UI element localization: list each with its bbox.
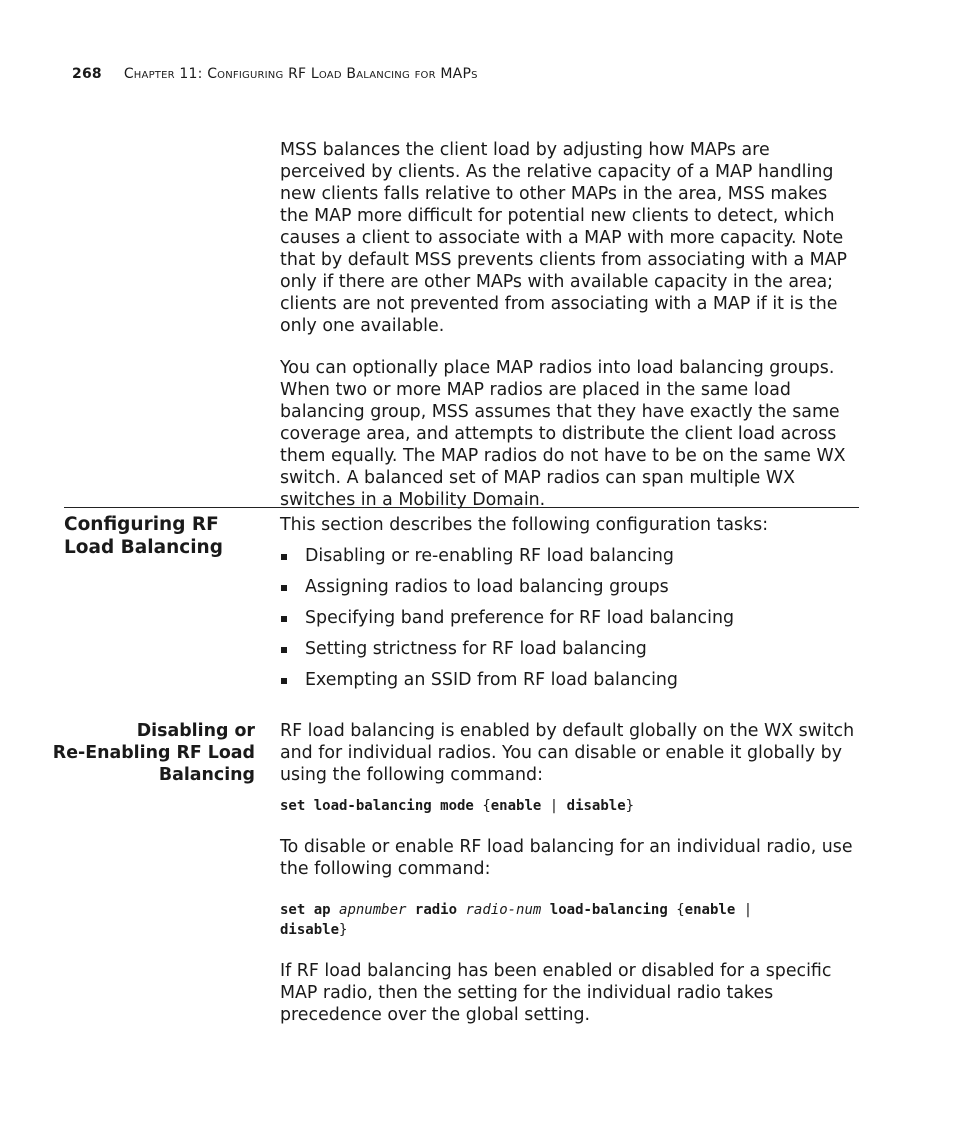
command-keyword: radio [414,902,458,918]
page-number: 268 [72,66,102,82]
task-label: Exempting an SSID from RF load balancing [305,670,678,690]
subsection-heading [40,720,255,786]
bullet-square-icon [281,678,287,684]
brace-close: } [625,798,635,814]
body-paragraph-1: RF load balancing is enabled by default globally on the WX switch and for individual radios. You can disable or enable it globally by using the following command: [280,721,855,785]
command-keyword: set ap [280,902,331,918]
command-option-enable: enable [490,798,542,814]
task-label: Specifying band preference for RF load balancing [305,608,734,628]
running-title: Chapter 11: Configuring RF Load Balancing for MAPs [123,66,478,82]
task-label: Assigning radios to load balancing groups [305,577,669,597]
bullet-square-icon [281,585,287,591]
task-label: Setting strictness for RF load balancing [305,639,647,659]
pipe-separator: | [743,902,753,918]
brace-open: { [482,798,491,814]
list-item [280,576,858,598]
subsection-heading-line-1: Disabling or [136,721,255,741]
section-divider [64,507,859,508]
task-list-block [280,514,858,691]
brace-open: { [676,902,685,918]
intro-text [280,139,858,511]
list-item [280,607,858,629]
command-global [280,796,858,816]
task-list-intro: This section describes the following configuration tasks: [280,515,769,535]
command-radio [280,900,858,940]
section-heading [64,513,264,559]
body-paragraph-3: If RF load balancing has been enabled or disabled for a specific MAP radio, then the setting for the individual radio takes precedence over the global setting. [280,961,832,1025]
command-option-enable: enable [684,902,736,918]
running-header [72,66,478,82]
command-argument: apnumber [339,902,407,918]
bullet-square-icon [281,647,287,653]
bullet-square-icon [281,554,287,560]
task-list [280,545,858,691]
intro-paragraph-1: MSS balances the client load by adjusting how MAPs are perceived by clients. As the relative capacity of a MAP handling new clients falls relative to other MAPs in the area, MSS makes the MAP more difficult for potential new clients to detect, which causes a client to associate with a MAP with more capacity. Note that by default MSS prevents clients from associating with a MAP only if there are other MAPs with available capacity in the area; clients are not prevented from associating with a MAP if it is the only one available. [280,140,848,336]
list-item [280,669,858,691]
intro-paragraph-2: You can optionally place MAP radios into load balancing groups. When two or more MAP radios are placed in the same load balancing group, MSS assumes that they have exactly the same coverage area, and attempts to distribute the client load across them equally. The MAP radios do not have to be on the same WX switch. A balanced set of MAP radios can span multiple WX switches in a Mobility Domain. [280,358,846,510]
subsection-heading-line-3: Balancing [158,765,255,785]
pipe-separator: | [549,798,559,814]
brace-close: } [339,922,348,938]
task-label: Disabling or re-enabling RF load balancing [305,546,674,566]
command-keyword: load-balancing [549,902,668,918]
section-heading-line-2: Load Balancing [64,537,223,558]
subsection-body [280,720,858,1026]
list-item [280,638,858,660]
list-item [280,545,858,567]
body-paragraph-2: To disable or enable RF load balancing for an individual radio, use the following command: [280,837,853,879]
bullet-square-icon [281,616,287,622]
command-keyword: set load-balancing mode [280,798,474,814]
section-heading-line-1: Configuring RF [64,514,219,535]
subsection-heading-line-2: Re-Enabling RF Load [52,743,255,763]
command-argument: radio-num [465,902,542,918]
command-option-disable: disable [566,798,626,814]
command-option-disable: disable [280,922,340,938]
